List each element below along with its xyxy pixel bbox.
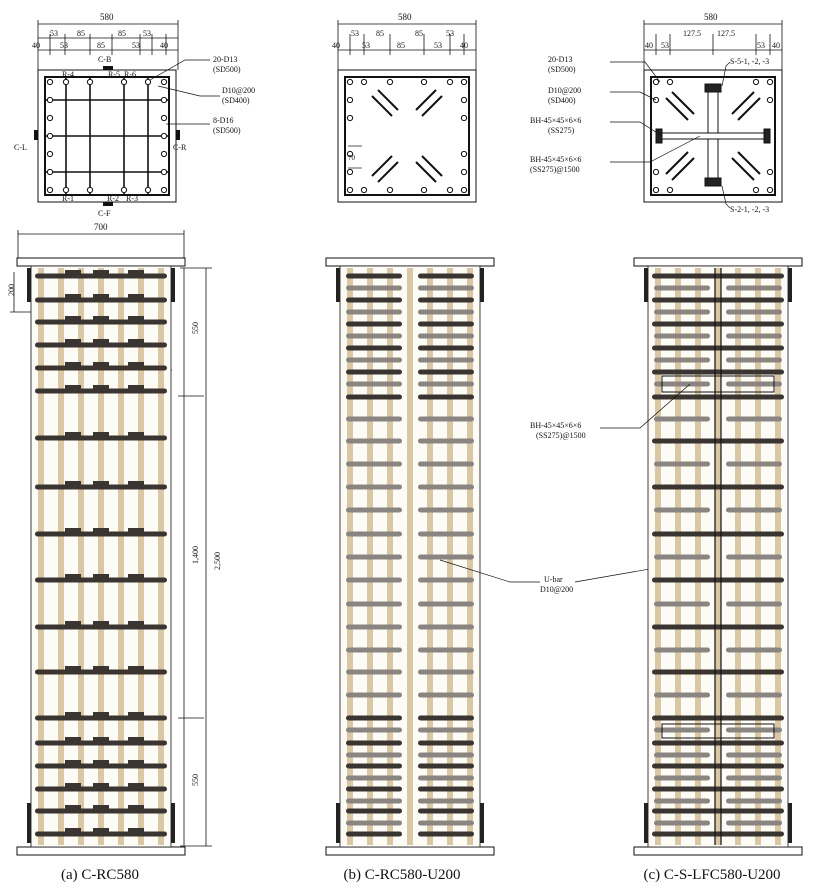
tie-bar [652, 274, 784, 279]
section-a-spacing-5: 53 [143, 29, 151, 38]
section-c-spacing-lower-1: 53 [661, 41, 669, 50]
tie-hook [93, 270, 109, 274]
tie-bar-right [418, 832, 474, 837]
gauge-r3-label: R-3 [126, 194, 138, 203]
tie-bar-left [346, 832, 402, 837]
tie-hook [65, 294, 81, 298]
tie-hook [65, 828, 81, 832]
section-a-width-label: 580 [100, 12, 114, 22]
tie-bar-left [654, 334, 710, 339]
tie-hook [65, 481, 81, 485]
tie-bar [652, 346, 784, 351]
longitudinal-bar [98, 268, 104, 845]
tie-hook [128, 737, 144, 741]
tie-bar-right [418, 776, 474, 781]
section-b-spacing-2: 53 [351, 29, 359, 38]
section-b-spacing-1: 40 [332, 41, 340, 50]
tie-hook [65, 574, 81, 578]
tie-hook [128, 385, 144, 389]
tie-bar-left [346, 809, 402, 814]
tie-bar-right [418, 821, 474, 826]
tie-bar-left [346, 370, 402, 375]
tie-hook [128, 828, 144, 832]
tie-hook [93, 339, 109, 343]
tie-bar-left [654, 508, 710, 513]
tie-hook [93, 316, 109, 320]
tie-bar-left [346, 485, 402, 490]
longitudinal-bar [118, 268, 124, 845]
tie-bar-left [346, 741, 402, 746]
tie-bar-right [418, 728, 474, 733]
tie-bar-right [726, 310, 782, 315]
tie-bar [35, 625, 167, 630]
tie-hook [65, 712, 81, 716]
tie-bar-right [418, 764, 474, 769]
gauge-r5-label: R-5 [108, 70, 120, 79]
tie-bar-left [346, 716, 402, 721]
tie-hook [93, 828, 109, 832]
section-c-bar-sub-3: (SS275) [548, 126, 575, 135]
steel-jacket-left-bottom [644, 803, 648, 843]
tie-bar-left [346, 799, 402, 804]
elevation-a-dim-550-top: 550 [191, 322, 200, 334]
section-c-bar-sub-4: (SS275)@1500 [530, 165, 580, 174]
tie-hook [65, 737, 81, 741]
gauge-r2-label: R-2 [107, 194, 119, 203]
tie-bar-right [418, 648, 474, 653]
elevation-a-dim-2500: 2,500 [213, 552, 222, 570]
tie-bar [35, 485, 167, 490]
tie-bar [652, 395, 784, 400]
section-a-bar-label-2: D10@200 [222, 86, 256, 95]
section-b-dim-70: 70 [348, 154, 355, 162]
tie-hook [93, 805, 109, 809]
tie-hook [93, 712, 109, 716]
tie-bar-left [346, 602, 402, 607]
steel-jacket-right-top [480, 268, 484, 302]
tie-hook [128, 621, 144, 625]
tie-bar [35, 787, 167, 792]
tie-bar-left [346, 298, 402, 303]
elevation-b-drawing [326, 258, 494, 855]
section-a-spacing-lower-3: 53 [132, 41, 140, 50]
tie-bar-left [346, 776, 402, 781]
tie-bar [652, 298, 784, 303]
tie-hook [128, 481, 144, 485]
steel-jacket-right-bottom [171, 803, 175, 843]
tie-bar [35, 741, 167, 746]
section-a-bar-sub-3: (SD500) [213, 126, 241, 135]
longitudinal-bar [158, 268, 164, 845]
tie-bar-right [418, 358, 474, 363]
tie-hook [93, 574, 109, 578]
tie-hook [128, 666, 144, 670]
tie-bar-right [726, 776, 782, 781]
tie-bar-right [418, 809, 474, 814]
tie-bar-left [346, 346, 402, 351]
tie-bar-left [346, 462, 402, 467]
gauge-r4-label: R-4 [62, 70, 74, 79]
tie-bar [35, 366, 167, 371]
section-a-spacing-1: 40 [32, 41, 40, 50]
section-a-bar-label-3: 8-D16 [213, 116, 234, 125]
section-c [530, 12, 782, 214]
tie-bar [652, 625, 784, 630]
caption-c: (c) C-S-LFC580-U200 [643, 867, 781, 883]
section-b-spacing-5: 53 [446, 29, 454, 38]
tie-bar-right [726, 821, 782, 826]
tie-bar [652, 764, 784, 769]
section-c-spacing-2: 127.5 [683, 29, 701, 38]
caption-a: (a) C-RC580 [61, 867, 139, 883]
tie-hook [93, 666, 109, 670]
caption-b: (b) C-RC580-U200 [343, 867, 461, 883]
section-b [332, 12, 476, 202]
tie-hook [128, 760, 144, 764]
elevation-c-drawing [634, 258, 802, 855]
tie-bar [652, 832, 784, 837]
section-a-spacing-lower-2: 85 [97, 41, 105, 50]
section-c-bar-label-1: 20-D13 [548, 55, 573, 64]
tie-hook [128, 528, 144, 532]
tie-hook [65, 339, 81, 343]
section-b-spacing-lower-2: 85 [397, 41, 405, 50]
tie-bar-right [418, 578, 474, 583]
steel-jacket-left-top [27, 268, 31, 302]
tie-hook [128, 574, 144, 578]
bottom-plate [634, 847, 802, 855]
tie-bar-left [346, 693, 402, 698]
tie-hook [65, 760, 81, 764]
tie-bar-left [346, 764, 402, 769]
tie-bar-left [654, 821, 710, 826]
tie-bar-left [654, 555, 710, 560]
tie-hook [93, 760, 109, 764]
longitudinal-bar [58, 268, 64, 845]
tie-bar-left [346, 821, 402, 826]
tie-bar-right [418, 395, 474, 400]
section-c-width-label: 580 [704, 12, 718, 22]
tie-bar-left [346, 382, 402, 387]
longitudinal-bar [78, 268, 84, 845]
tie-bar [35, 764, 167, 769]
tie-bar-left [346, 728, 402, 733]
tie-bar [35, 389, 167, 394]
tie-bar-left [654, 753, 710, 758]
tie-bar-right [726, 555, 782, 560]
tie-hook [128, 362, 144, 366]
tie-bar-left [346, 358, 402, 363]
tie-hook [93, 528, 109, 532]
section-c-spacing-3: 127.5 [717, 29, 735, 38]
section-a [14, 12, 255, 218]
section-b-concrete [338, 70, 476, 202]
longitudinal-bar [138, 268, 144, 845]
section-a-spacing-2: 53 [50, 29, 58, 38]
tie-bar-right [418, 799, 474, 804]
tie-bar-right [418, 716, 474, 721]
tie-bar-right [418, 508, 474, 513]
tie-bar-right [726, 753, 782, 758]
tie-bar-right [418, 602, 474, 607]
tie-hook [93, 362, 109, 366]
section-b-spacing-4: 85 [415, 29, 423, 38]
tie-bar-left [654, 776, 710, 781]
section-c-bar-sub-2: (SD400) [548, 96, 576, 105]
gauge-r6-label: R-6 [124, 70, 136, 79]
tie-bar-right [418, 485, 474, 490]
tie-hook [93, 481, 109, 485]
tie-bar-right [418, 382, 474, 387]
section-b-dimensions [338, 20, 476, 70]
steel-jacket-left-bottom [27, 803, 31, 843]
tie-hook [65, 621, 81, 625]
tie-hook [65, 666, 81, 670]
tie-bar-right [418, 462, 474, 467]
tie-bar-right [726, 417, 782, 422]
tie-bar-right [418, 346, 474, 351]
tie-bar-left [654, 358, 710, 363]
tie-bar-right [418, 417, 474, 422]
tie-bar-left [346, 322, 402, 327]
tie-bar-left [654, 799, 710, 804]
top-plate [326, 258, 494, 266]
tie-bar-left [346, 286, 402, 291]
tie-bar-right [418, 439, 474, 444]
tie-bar-right [726, 286, 782, 291]
section-a-bar-sub-1: (SD500) [213, 65, 241, 74]
elevation-b-callout-sub: D10@200 [540, 585, 574, 594]
tie-bar-right [418, 741, 474, 746]
steel-jacket-left-top [644, 268, 648, 302]
section-a-bar-sub-2: (SD400) [222, 96, 250, 105]
tie-bar-left [346, 395, 402, 400]
section-a-spacing-lower-1: 53 [60, 41, 68, 50]
tie-hook [65, 432, 81, 436]
tie-bar-right [726, 602, 782, 607]
steel-jacket-left-bottom [336, 803, 340, 843]
tie-bar-right [418, 334, 474, 339]
tie-hook [93, 385, 109, 389]
section-a-spacing-4: 85 [118, 29, 126, 38]
tie-hook [93, 432, 109, 436]
tie-hook [128, 783, 144, 787]
tie-bar-right [726, 799, 782, 804]
tie-bar-right [418, 787, 474, 792]
section-b-spacing-3: 85 [376, 29, 384, 38]
section-b-spacing-6: 40 [460, 41, 468, 50]
tie-bar [35, 832, 167, 837]
tie-hook [128, 805, 144, 809]
tie-bar-left [346, 555, 402, 560]
tie-bar [35, 670, 167, 675]
elevation-a-drawing [17, 258, 185, 855]
tie-bar-left [654, 417, 710, 422]
tie-bar [35, 532, 167, 537]
tie-bar-left [346, 578, 402, 583]
tie-hook [65, 783, 81, 787]
gauge-s5-label: S-5-1, -2, -3 [730, 57, 770, 66]
tie-bar-right [418, 670, 474, 675]
section-b-spacing-lower-1: 53 [362, 41, 370, 50]
tie-bar-right [726, 648, 782, 653]
tie-bar [652, 716, 784, 721]
gauge-cb-label: C-B [98, 55, 112, 64]
gauge-cr-label: C-R [173, 143, 187, 152]
elevation-a-dim-1400: 1,400 [191, 546, 200, 564]
longitudinal-bar [715, 268, 721, 845]
tie-bar-right [418, 625, 474, 630]
tie-bar-left [346, 532, 402, 537]
tie-bar-left [346, 310, 402, 315]
tie-bar-left [346, 334, 402, 339]
section-c-spacing-4: 40 [772, 41, 780, 50]
tie-bar-left [654, 286, 710, 291]
gauge-cl-label: C-L [14, 143, 27, 152]
section-b-spacing-lower-3: 53 [434, 41, 442, 50]
top-plate [634, 258, 802, 266]
steel-jacket-right-bottom [788, 803, 792, 843]
tie-hook [65, 528, 81, 532]
tie-bar-left [346, 625, 402, 630]
section-c-bar-label-4: BH-45×45×6×6 [530, 155, 582, 164]
tie-hook [65, 362, 81, 366]
tie-hook [93, 783, 109, 787]
elevation-c-callout-sub: (SS275)@1500 [536, 431, 586, 440]
tie-bar-left [654, 693, 710, 698]
bottom-plate [326, 847, 494, 855]
tie-bar-left [346, 417, 402, 422]
tie-bar-right [726, 693, 782, 698]
tie-bar [652, 532, 784, 537]
tie-bar-left [346, 670, 402, 675]
tie-bar [652, 439, 784, 444]
tie-bar-left [346, 508, 402, 513]
longitudinal-bar [38, 268, 44, 845]
tie-bar [35, 274, 167, 279]
elevation-b [326, 258, 690, 855]
tie-bar-right [418, 274, 474, 279]
section-c-bar-label-3: BH-45×45×6×6 [530, 116, 582, 125]
tie-bar [652, 322, 784, 327]
tie-bar-right [418, 753, 474, 758]
elevation-a [7, 222, 222, 855]
tie-bar-right [418, 322, 474, 327]
tie-bar-left [346, 753, 402, 758]
tie-bar-right [418, 298, 474, 303]
tie-bar-left [654, 648, 710, 653]
tie-bar-right [726, 334, 782, 339]
tie-bar-left [654, 462, 710, 467]
tie-bar-left [346, 439, 402, 444]
gauge-s2-label: S-2-1, -2, -3 [730, 205, 770, 214]
steel-jacket-left-top [336, 268, 340, 302]
section-c-spacing-1: 40 [645, 41, 653, 50]
elevation-a-dim-200: 200 [7, 284, 16, 296]
tie-bar [652, 809, 784, 814]
tie-bar-left [654, 310, 710, 315]
tie-bar [652, 670, 784, 675]
gauge-r1-label: R-1 [62, 194, 74, 203]
tie-bar [652, 485, 784, 490]
tie-hook [65, 385, 81, 389]
tie-hook [128, 294, 144, 298]
tie-hook [128, 270, 144, 274]
longitudinal-bar [407, 268, 413, 845]
tie-hook [128, 316, 144, 320]
section-c-bar-sub-1: (SD500) [548, 65, 576, 74]
elevation-c [530, 258, 802, 855]
tie-hook [128, 712, 144, 716]
tie-bar [652, 787, 784, 792]
tie-hook [65, 316, 81, 320]
gauge-cf-label: C-F [98, 209, 111, 218]
tie-bar-right [418, 286, 474, 291]
tie-hook [65, 805, 81, 809]
bottom-plate [17, 847, 185, 855]
tie-hook [93, 621, 109, 625]
section-a-spacing-6: 40 [160, 41, 168, 50]
steel-jacket-right-top [788, 268, 792, 302]
tie-bar-right [418, 370, 474, 375]
tie-bar [35, 716, 167, 721]
tie-bar [35, 298, 167, 303]
section-c-bar-label-2: D10@200 [548, 86, 582, 95]
tie-bar-right [418, 310, 474, 315]
tie-bar [35, 436, 167, 441]
tie-bar [652, 741, 784, 746]
tie-bar-left [346, 648, 402, 653]
tie-bar-right [726, 358, 782, 363]
tie-bar-left [346, 274, 402, 279]
tie-hook [128, 432, 144, 436]
tie-bar [35, 320, 167, 325]
tie-bar-right [418, 693, 474, 698]
steel-jacket-right-top [171, 268, 175, 302]
section-c-spacing-lower-2: 53 [757, 41, 765, 50]
tie-bar-left [654, 602, 710, 607]
tie-bar [35, 343, 167, 348]
tie-hook [93, 737, 109, 741]
section-a-spacing-3: 85 [77, 29, 85, 38]
tie-hook [128, 339, 144, 343]
steel-jacket-right-bottom [480, 803, 484, 843]
elevation-b-callout-label: U-bar [544, 575, 563, 584]
elevation-a-width-label: 700 [94, 222, 108, 232]
elevation-c-callout-label: BH-45×45×6×6 [530, 421, 582, 430]
tie-bar [35, 578, 167, 583]
tie-hook [65, 270, 81, 274]
tie-bar-left [346, 787, 402, 792]
tie-bar-right [418, 532, 474, 537]
section-b-width-label: 580 [398, 12, 412, 22]
elevation-a-dim-550-bot: 550 [191, 774, 200, 786]
tie-bar-right [726, 508, 782, 513]
tie-bar-right [726, 462, 782, 467]
tie-bar [652, 370, 784, 375]
tie-hook [93, 294, 109, 298]
tie-bar-right [418, 555, 474, 560]
tie-bar [652, 578, 784, 583]
tie-bar [35, 809, 167, 814]
top-plate [17, 258, 185, 266]
section-a-bar-label-1: 20-D13 [213, 55, 238, 64]
